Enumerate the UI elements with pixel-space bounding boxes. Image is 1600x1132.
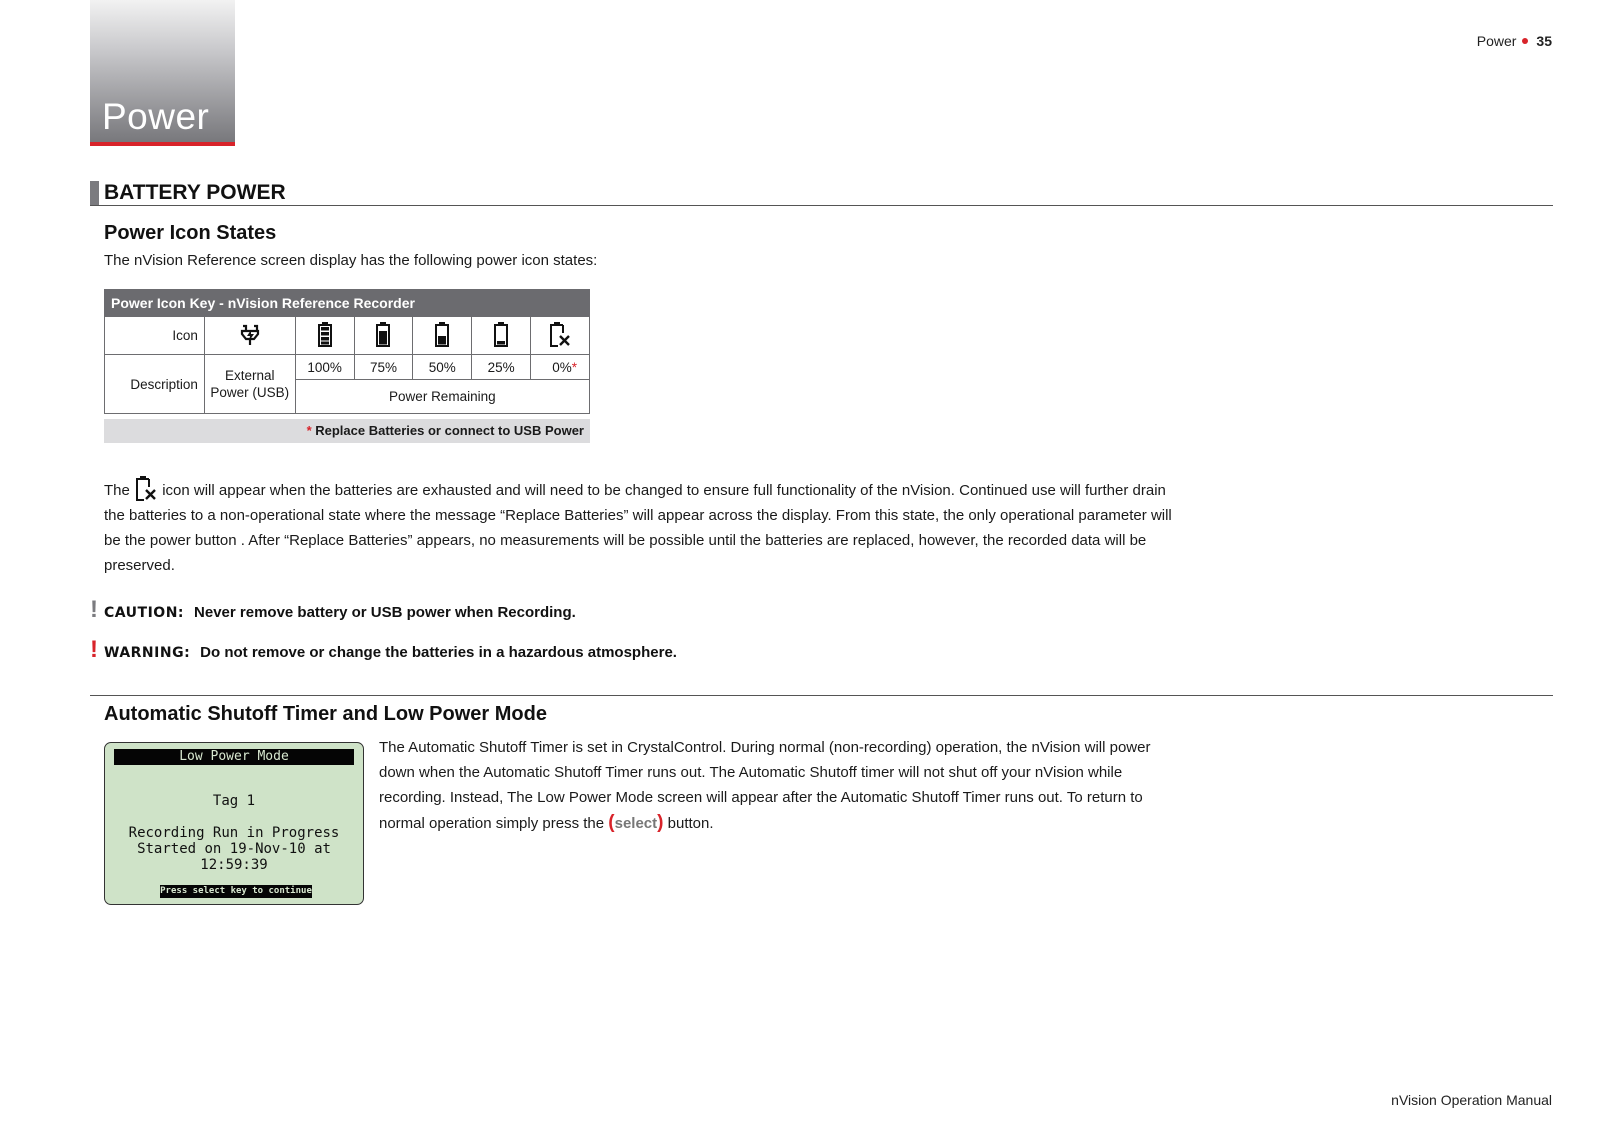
- page-number: 35: [1536, 33, 1552, 49]
- power-icon-states-intro: The nVision Reference screen display has the following power icon states:: [104, 252, 598, 269]
- low-power-mode-screen: [104, 742, 364, 905]
- chapter-tab-label: Power: [102, 96, 210, 137]
- icon-row-label: Icon: [105, 317, 205, 355]
- lcd-prompt: Press select key to continue: [160, 886, 312, 896]
- warning-notice: [90, 636, 677, 664]
- level-label-empty: [531, 355, 590, 380]
- shutoff-text-end: button.: [667, 815, 714, 832]
- table-footnote: [104, 419, 590, 443]
- battery-50-icon: [413, 317, 472, 355]
- level-label: 75%: [354, 355, 413, 380]
- level-label: 50%: [413, 355, 472, 380]
- lcd-run-line1: Recording Run in Progress: [128, 825, 340, 841]
- section-divider: [90, 695, 1553, 696]
- caution-notice: [90, 596, 576, 624]
- shutoff-paragraph: [379, 735, 1189, 836]
- power-remaining-label: Power Remaining: [295, 380, 589, 414]
- caution-text: Never remove battery or USB power when Recording.: [194, 604, 576, 621]
- level-label: 25%: [472, 355, 531, 380]
- level-label: 100%: [295, 355, 354, 380]
- external-power-label: External Power (USB): [204, 355, 295, 414]
- caution-icon: !: [90, 596, 98, 623]
- table-title: Power Icon Key - nVision Reference Recorder: [105, 290, 590, 317]
- power-icon-key-table: [104, 289, 590, 414]
- section-heading-bar: [90, 181, 1553, 206]
- usb-power-icon: [204, 317, 295, 355]
- lcd-run-status: [105, 825, 363, 873]
- shutoff-text: The Automatic Shutoff Timer is set in CrystalControl. During normal (non-recording) operation, the nVision will power down when the Automatic Shutoff Timer runs out. The Automatic Shutoff timer will not shut off your nVision while recording. Instead, The Low Power Mode screen will appear after the Automatic Shutoff Timer runs out. To return to normal operation simply press the: [379, 739, 1151, 832]
- warning-label: WARNING:: [104, 645, 191, 661]
- battery-empty-icon: [531, 317, 590, 355]
- lcd-run-line2: Started on 19-Nov-10 at 12:59:39: [137, 841, 331, 873]
- description-row-label: Description: [105, 355, 205, 414]
- chapter-tab: [90, 0, 235, 146]
- caution-label: CAUTION:: [104, 605, 185, 621]
- page-footer: nVision Operation Manual: [1391, 1092, 1552, 1108]
- battery-75-icon: [354, 317, 413, 355]
- shutoff-heading: Automatic Shutoff Timer and Low Power Mode: [104, 703, 547, 725]
- bullet-dot-icon: [1522, 38, 1528, 44]
- footnote-text: Replace Batteries or connect to USB Power: [315, 423, 584, 438]
- running-header-section: Power: [1476, 33, 1517, 49]
- battery-exhausted-paragraph: [104, 475, 1174, 578]
- power-icon-states-heading: Power Icon States: [104, 222, 277, 244]
- select-button-glyph: (select): [608, 812, 664, 833]
- running-header: [1477, 33, 1552, 49]
- battery-100-icon: [295, 317, 354, 355]
- lcd-title: Low Power Mode: [114, 749, 354, 765]
- select-label: select: [614, 815, 658, 832]
- section-title: BATTERY POWER: [104, 181, 286, 204]
- footnote-asterisk: *: [306, 423, 312, 438]
- warning-icon: !: [90, 636, 98, 663]
- paragraph-text: icon will appear when the batteries are exhausted and will need to be changed to ensure full functionality of the nVision. Continued use will further drain the batteries to a non-operational state where the message “Replace Batteries” will appear across the display. From this state, the only operational parameter will be the power button . After “Replace Batteries” appears, no measurements will be possible until the batteries are replaced, however, the recorded data will be preserved.: [104, 482, 1172, 574]
- level-label: 0%: [552, 359, 572, 375]
- battery-empty-inline-icon: [134, 475, 158, 499]
- lcd-tag: Tag 1: [212, 793, 256, 809]
- battery-25-icon: [472, 317, 531, 355]
- section-marker: [90, 181, 99, 205]
- paragraph-prefix: The: [104, 482, 130, 499]
- asterisk-marker: *: [571, 359, 577, 375]
- warning-text: Do not remove or change the batteries in a hazardous atmosphere.: [200, 644, 677, 661]
